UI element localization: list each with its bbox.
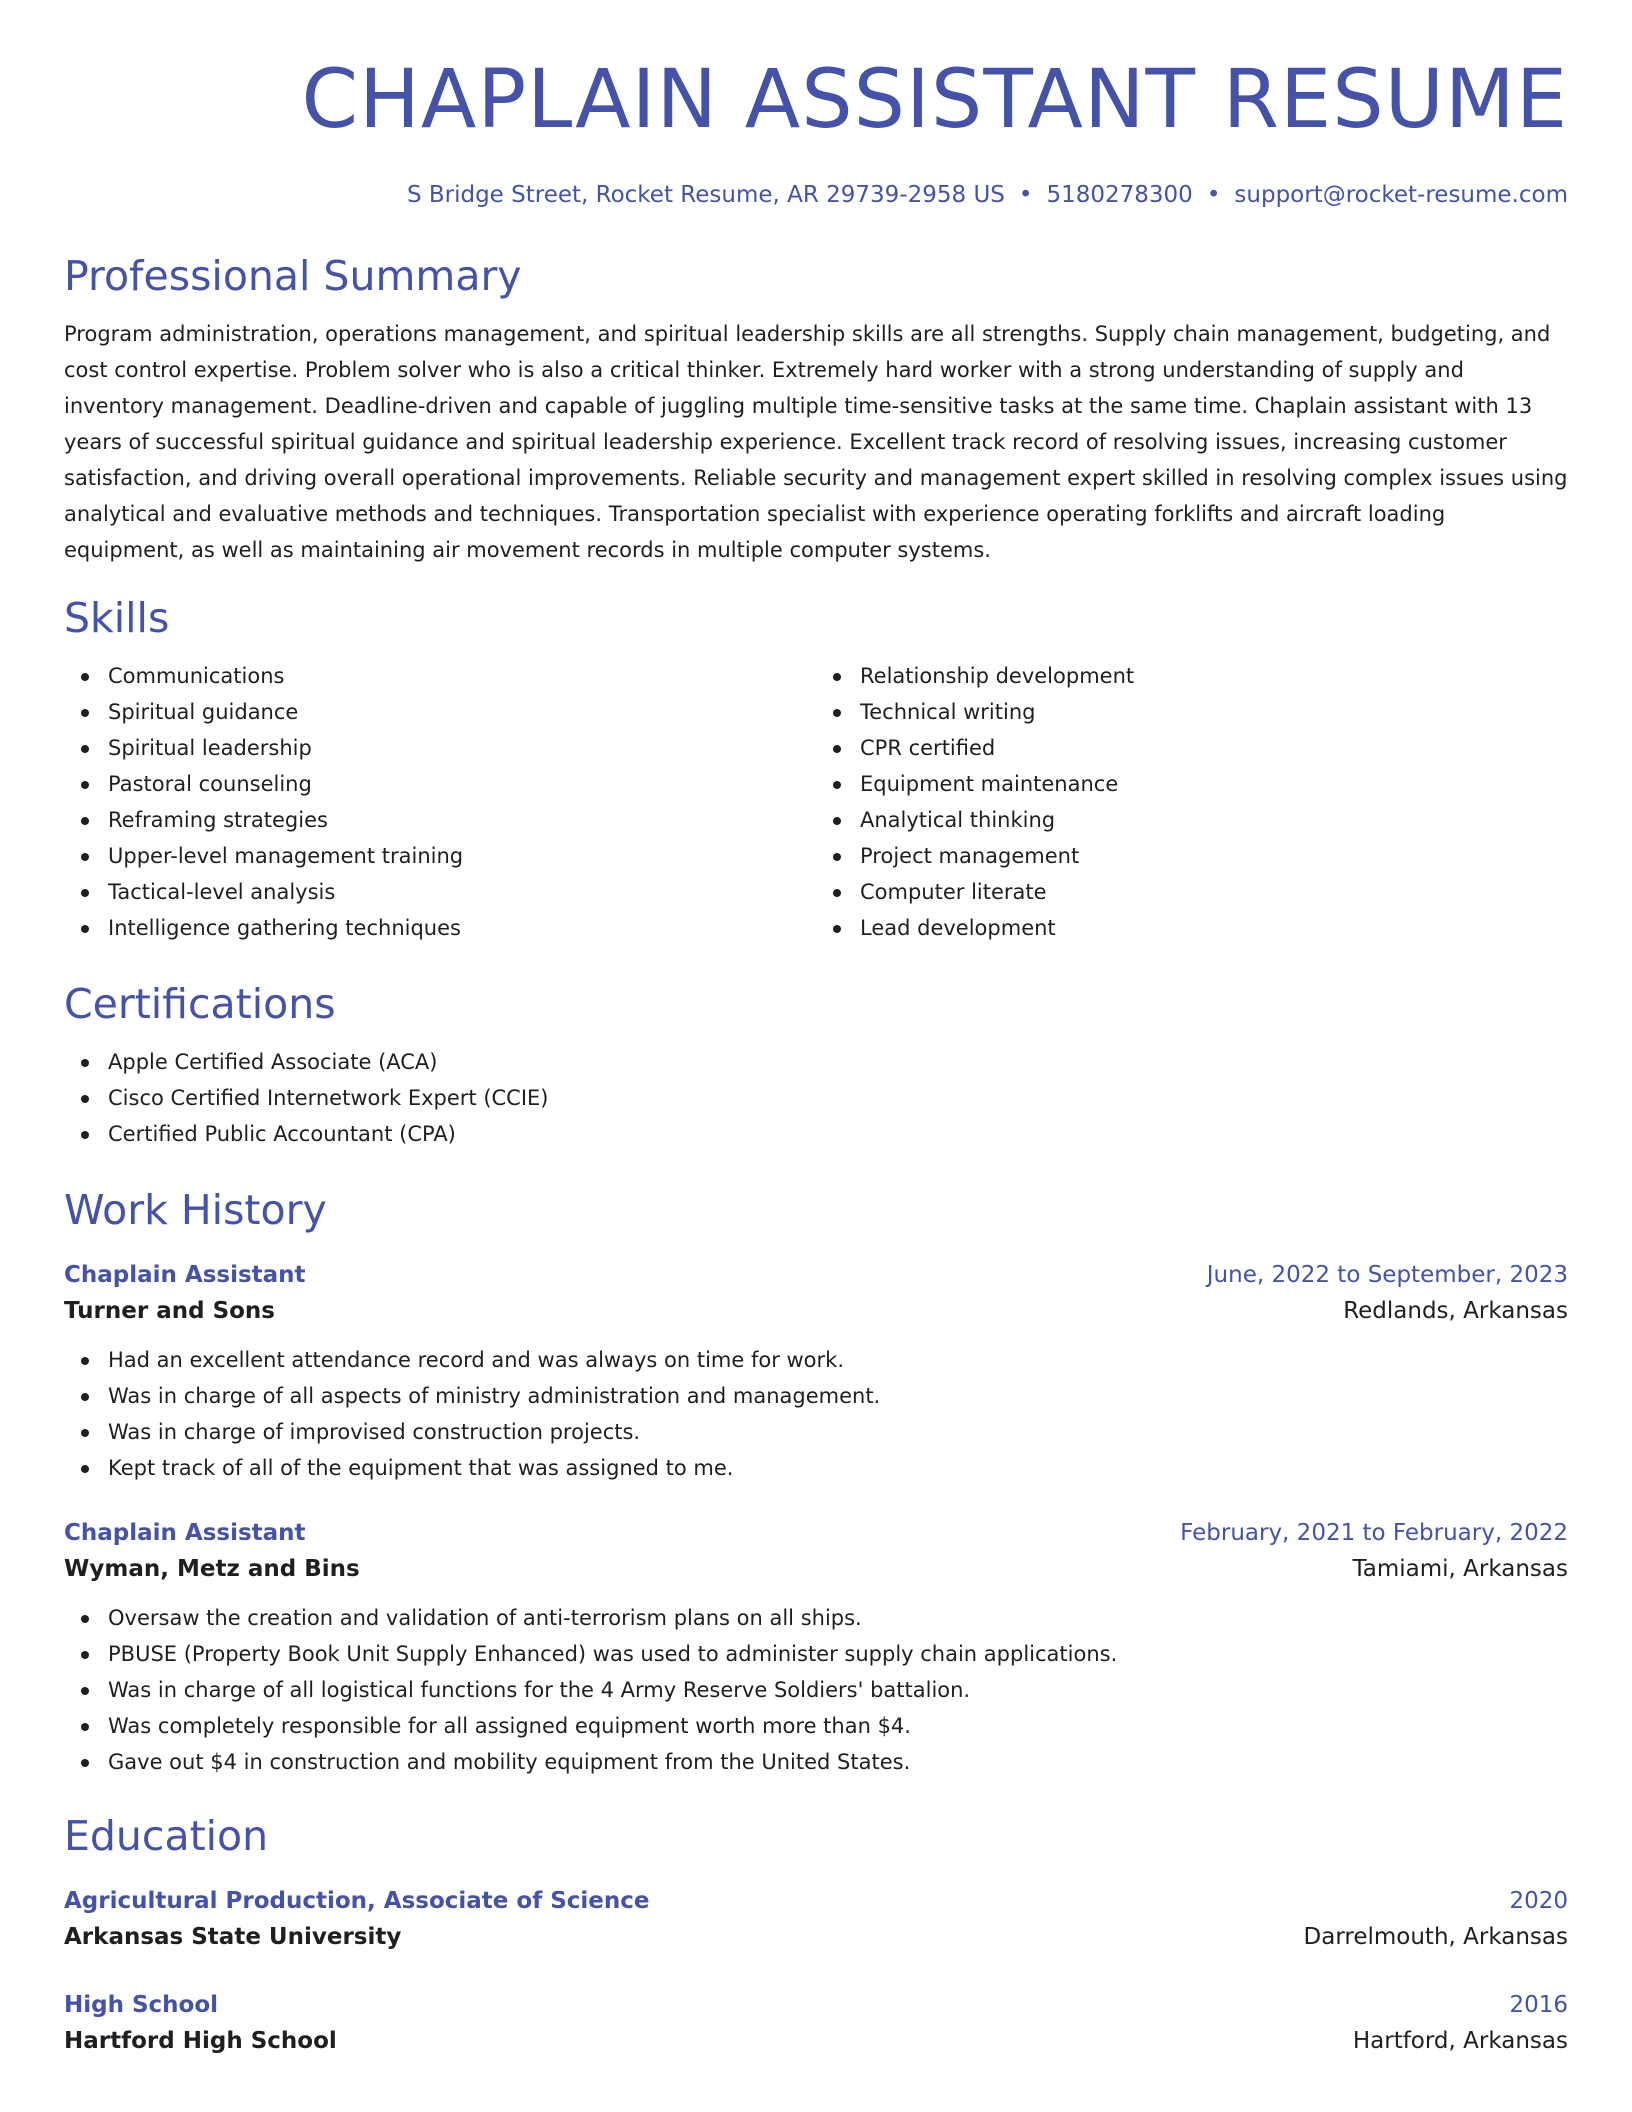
job-duty: PBUSE (Property Book Unit Supply Enhanced) was used to administer supply chain applications.: [108, 1636, 1568, 1672]
school-location: Hartford, Arkansas: [1352, 2028, 1568, 2054]
graduation-year: 2020: [1509, 1888, 1568, 1914]
education-entry-subheader: [64, 2022, 1568, 2060]
skill-item: Equipment maintenance: [860, 766, 1568, 802]
skills-column-left: [64, 658, 816, 946]
skill-item: Spiritual leadership: [108, 730, 816, 766]
work-entry: [64, 1258, 1568, 1486]
skill-item: Analytical thinking: [860, 802, 1568, 838]
work-entry: [64, 1516, 1568, 1780]
certifications-list: [64, 1044, 1568, 1152]
job-dates: February, 2021 to February, 2022: [1180, 1520, 1568, 1546]
education-entry-subheader: [64, 1918, 1568, 1956]
job-title: Chaplain Assistant: [64, 1262, 306, 1288]
contact-line: [64, 180, 1568, 210]
skill-item: Intelligence gathering techniques: [108, 910, 816, 946]
skill-item: Spiritual guidance: [108, 694, 816, 730]
separator-dot: •: [1018, 182, 1033, 208]
summary-text: Program administration, operations management, and spiritual leadership skills are all strengths. Supply chain management, budgeting, and cost control expertise. Problem solver who is also a critical thinker. Extremely hard worker with a strong understanding of supply and inventory management. Deadline-driven and capable of juggling multiple time-sensitive tasks at the same time. Chaplain assistant with 13 years of successful spiritual guidance and spiritual leadership experience. Excellent track record of resolving issues, increasing customer satisfaction, and driving overall operational improvements. Reliable security and management expert skilled in resolving complex issues using analytical and evaluative methods and techniques. Transportation specialist with experience operating forklifts and aircraft loading equipment, as well as maintaining air movement records in multiple computer systems.: [64, 322, 1568, 562]
resume-header: [64, 50, 1568, 210]
skill-item: Technical writing: [860, 694, 1568, 730]
skills-column-right: [816, 658, 1568, 946]
graduation-year: 2016: [1509, 1992, 1568, 2018]
address: S Bridge Street, Rocket Resume, AR 29739-2958 US: [406, 182, 1005, 208]
job-duty: Was in charge of improvised construction projects.: [108, 1414, 1568, 1450]
work-entry-header: [64, 1258, 1568, 1292]
job-location: Tamiami, Arkansas: [1352, 1556, 1568, 1582]
skill-item: Relationship development: [860, 658, 1568, 694]
skill-item: Reframing strategies: [108, 802, 816, 838]
work-entry-subheader: [64, 1292, 1568, 1330]
degree-name: High School: [64, 1992, 219, 2018]
job-duties-list: [64, 1342, 1568, 1486]
job-dates: June, 2022 to September, 2023: [1206, 1262, 1568, 1288]
certification-item: Cisco Certified Internetwork Expert (CCIE): [108, 1080, 1568, 1116]
work-entry-subheader: [64, 1550, 1568, 1588]
skills-grid: [64, 658, 1568, 946]
section-title-certifications: Certifications: [64, 980, 336, 1028]
job-duty: Was in charge of all aspects of ministry administration and management.: [108, 1378, 1568, 1414]
email-link[interactable]: support@rocket-resume.com: [1234, 182, 1568, 208]
job-title: Chaplain Assistant: [64, 1520, 306, 1546]
job-duty: Was completely responsible for all assigned equipment worth more than $4.: [108, 1708, 1568, 1744]
skill-item: Computer literate: [860, 874, 1568, 910]
education-entry: [64, 1884, 1568, 1956]
work-entry-header: [64, 1516, 1568, 1550]
skill-item: Pastoral counseling: [108, 766, 816, 802]
skill-item: CPR certified: [860, 730, 1568, 766]
school-name: Arkansas State University: [64, 1924, 402, 1950]
job-duties-list: [64, 1600, 1568, 1780]
education-entry-header: [64, 1884, 1568, 1918]
company-name: Turner and Sons: [64, 1298, 275, 1324]
education-entry: [64, 1988, 1568, 2060]
job-duty: Was in charge of all logistical functions for the 4 Army Reserve Soldiers' battalion.: [108, 1672, 1568, 1708]
certification-item: Certified Public Accountant (CPA): [108, 1116, 1568, 1152]
job-duty: Kept track of all of the equipment that was assigned to me.: [108, 1450, 1568, 1486]
skill-item: Project management: [860, 838, 1568, 874]
separator-dot: •: [1206, 182, 1221, 208]
school-name: Hartford High School: [64, 2028, 337, 2054]
degree-name: Agricultural Production, Associate of Science: [64, 1888, 650, 1914]
skill-item: Lead development: [860, 910, 1568, 946]
phone: 5180278300: [1046, 182, 1193, 208]
job-location: Redlands, Arkansas: [1343, 1298, 1568, 1324]
skill-item: Upper-level management training: [108, 838, 816, 874]
skill-item: Tactical-level analysis: [108, 874, 816, 910]
school-location: Darrelmouth, Arkansas: [1303, 1924, 1568, 1950]
certification-item: Apple Certified Associate (ACA): [108, 1044, 1568, 1080]
section-title-summary: Professional Summary: [64, 252, 522, 300]
section-title-education: Education: [64, 1812, 269, 1860]
job-duty: Gave out $4 in construction and mobility equipment from the United States.: [108, 1744, 1568, 1780]
education-entry-header: [64, 1988, 1568, 2022]
skill-item: Communications: [108, 658, 816, 694]
section-title-skills: Skills: [64, 594, 170, 642]
company-name: Wyman, Metz and Bins: [64, 1556, 360, 1582]
section-title-work-history: Work History: [64, 1186, 327, 1234]
job-duty: Had an excellent attendance record and was always on time for work.: [108, 1342, 1568, 1378]
job-duty: Oversaw the creation and validation of anti-terrorism plans on all ships.: [108, 1600, 1568, 1636]
resume-title: CHAPLAIN ASSISTANT RESUME: [301, 53, 1568, 147]
